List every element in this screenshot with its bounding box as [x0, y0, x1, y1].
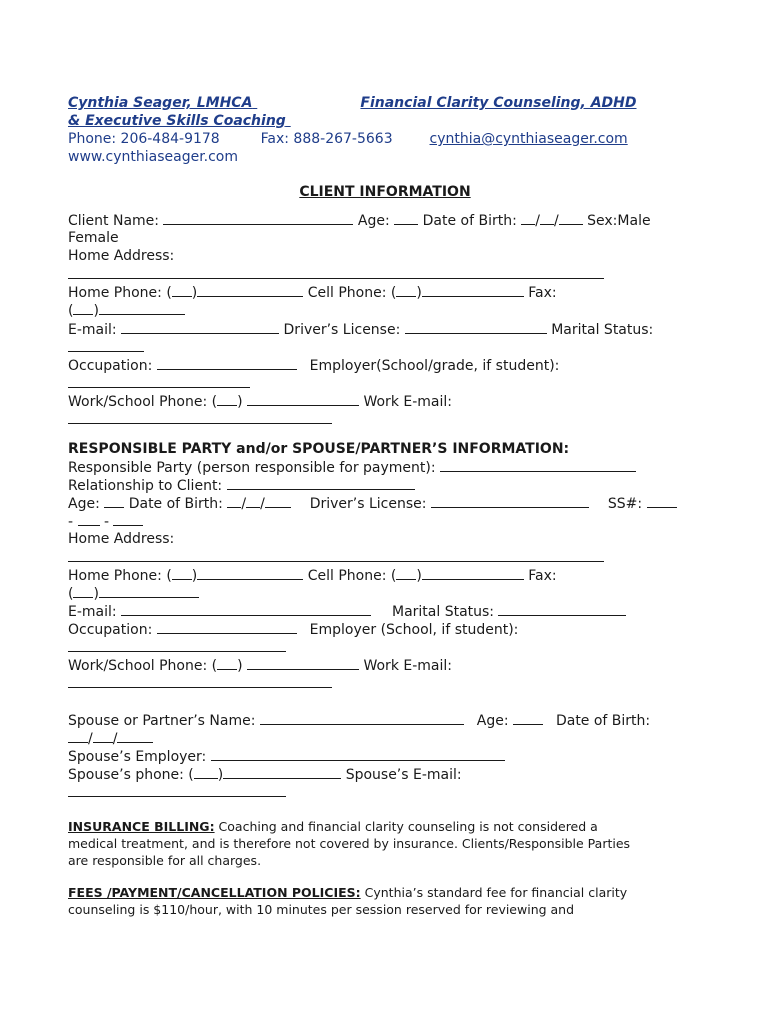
practice-name-line2: & Executive Skills Coaching	[68, 113, 286, 129]
fees-line-2: counseling is $110/hour, with 10 minutes per session reserved for reviewing and	[68, 902, 575, 917]
responsible-email-field[interactable]	[121, 602, 371, 616]
header-contact-line	[68, 130, 628, 148]
client-occupation-label: Occupation:	[68, 358, 153, 374]
client-email-label: E-mail:	[68, 322, 117, 338]
client-occupation-field[interactable]	[157, 356, 297, 370]
responsible-email-row	[68, 602, 626, 621]
spouse-dob-year[interactable]	[117, 729, 153, 743]
form-title: CLIENT INFORMATION	[299, 184, 471, 200]
spouse-area-field[interactable]	[194, 765, 218, 779]
client-cell-field[interactable]	[422, 283, 524, 297]
responsible-employer-field[interactable]	[68, 638, 286, 652]
client-marital-field[interactable]	[68, 338, 144, 352]
spouse-name-field[interactable]	[260, 711, 464, 725]
responsible-dob-month[interactable]	[227, 494, 241, 508]
responsible-work-phone-field[interactable]	[247, 656, 359, 670]
paren: )	[237, 658, 243, 674]
client-name-field[interactable]	[163, 211, 353, 225]
header-underline-gap	[252, 94, 360, 112]
client-cell-label: Cell Phone: (	[307, 285, 397, 301]
ss-label: SS#:	[607, 496, 643, 512]
client-work-email-field[interactable]	[68, 410, 332, 424]
responsible-phone-row	[68, 566, 557, 585]
dash: -	[68, 514, 74, 530]
paren: )	[191, 568, 198, 584]
client-home-phone-field[interactable]	[197, 283, 303, 297]
spouse-employer-label: Spouse’s Employer:	[68, 749, 207, 765]
client-address-field[interactable]	[68, 265, 604, 279]
client-occupation-row	[68, 356, 559, 375]
responsible-age-row	[68, 494, 677, 513]
provider-email-link[interactable]: cynthia@cynthiaseager.com	[429, 131, 628, 147]
paren: )	[93, 586, 99, 602]
header-underline-gap-2	[286, 112, 417, 130]
client-name-label: Client Name:	[68, 213, 159, 229]
spouse-phone-field[interactable]	[223, 765, 341, 779]
responsible-home-area-field[interactable]	[172, 566, 192, 580]
spouse-email-row	[68, 783, 286, 802]
paren: )	[416, 285, 422, 301]
responsible-home-phone-field[interactable]	[197, 566, 303, 580]
spouse-name-label: Spouse or Partner’s Name:	[68, 713, 256, 729]
responsible-fax-row	[68, 584, 199, 603]
client-fax-area-field[interactable]	[73, 301, 93, 315]
client-work-phone-row	[68, 392, 452, 411]
dob-sep: /	[535, 213, 540, 229]
responsible-age-label: Age:	[68, 496, 100, 512]
responsible-license-label: Driver’s License:	[309, 496, 427, 512]
ss-continuation-row	[68, 512, 143, 531]
client-cell-area-field[interactable]	[396, 283, 416, 297]
client-address-label: Home Address:	[68, 248, 175, 264]
client-license-field[interactable]	[405, 320, 547, 334]
responsible-dob-day[interactable]	[246, 494, 260, 508]
paren: )	[93, 303, 99, 319]
responsible-occupation-row	[68, 620, 518, 639]
practice-name-line1: Financial Clarity Counseling, ADHD	[360, 95, 637, 111]
client-email-row	[68, 320, 653, 339]
relationship-row	[68, 476, 415, 495]
spouse-employer-row	[68, 747, 505, 766]
responsible-cell-area-field[interactable]	[396, 566, 416, 580]
client-age-field[interactable]	[394, 211, 418, 225]
responsible-dob-year[interactable]	[265, 494, 291, 508]
responsible-work-phone-label: Work/School Phone: (	[68, 658, 218, 674]
client-address-row	[68, 265, 604, 284]
ss-part-1-field[interactable]	[647, 494, 677, 508]
paren: (	[68, 586, 74, 602]
female-option-label: Female	[68, 230, 119, 246]
paren: )	[416, 568, 422, 584]
client-work-area-field[interactable]	[217, 392, 237, 406]
responsible-age-field[interactable]	[104, 494, 124, 508]
client-work-email-row	[68, 410, 332, 429]
fees-heading: FEES /PAYMENT/CANCELLATION POLICIES:	[68, 885, 361, 900]
client-employer-row	[68, 374, 250, 393]
dob-sep: /	[241, 496, 247, 512]
client-email-field[interactable]	[121, 320, 279, 334]
client-dob-label: Date of Birth:	[422, 213, 517, 229]
client-fax-row	[68, 301, 185, 320]
responsible-marital-label: Marital Status:	[391, 604, 495, 620]
responsible-address-label: Home Address:	[68, 531, 175, 547]
responsible-work-phone-row	[68, 656, 452, 675]
dob-sep: /	[112, 731, 118, 747]
spouse-dob-row	[68, 729, 153, 748]
client-fax-field[interactable]	[99, 301, 185, 315]
client-marital-row	[68, 338, 144, 357]
client-license-label: Driver’s License:	[283, 322, 401, 338]
provider-name: Cynthia Seager, LMHCA	[68, 95, 253, 111]
responsible-party-label: Responsible Party (person responsible for payment):	[68, 460, 436, 476]
client-row-1b	[68, 229, 119, 247]
provider-phone: Phone: 206-484-9178	[68, 131, 220, 147]
insurance-heading: INSURANCE BILLING:	[68, 819, 215, 834]
insurance-text-1: Coaching and financial clarity counseling is not considered a	[214, 819, 598, 834]
provider-fax: Fax: 888-267-5663	[260, 131, 393, 147]
responsible-fax-label: Fax:	[528, 568, 557, 584]
responsible-employer-row	[68, 638, 286, 657]
responsible-work-email-label: Work E-mail:	[363, 658, 452, 674]
spouse-dob-label: Date of Birth:	[555, 713, 651, 729]
relationship-field[interactable]	[227, 476, 415, 490]
spouse-name-row	[68, 711, 650, 730]
spouse-phone-label: Spouse’s phone: (	[68, 767, 194, 783]
spouse-employer-field[interactable]	[211, 747, 505, 761]
paren: )	[217, 767, 224, 783]
client-employer-field[interactable]	[68, 374, 250, 388]
dash: -	[103, 514, 110, 530]
client-home-area-field[interactable]	[172, 283, 192, 297]
responsible-party-field[interactable]	[440, 458, 636, 472]
spouse-dob-month[interactable]	[68, 729, 88, 743]
responsible-work-area-field[interactable]	[217, 656, 237, 670]
paren: (	[68, 303, 74, 319]
client-employer-label: Employer(School/grade, if student):	[309, 358, 560, 374]
responsible-occupation-field[interactable]	[157, 620, 297, 634]
insurance-line-2: medical treatment, and is therefore not covered by insurance. Clients/Responsible Parties	[68, 836, 631, 851]
provider-website[interactable]: www.cynthiaseager.com	[68, 149, 239, 165]
ss-part-3-field[interactable]	[113, 512, 143, 526]
client-dob-day[interactable]	[540, 211, 554, 225]
responsible-work-email-field[interactable]	[68, 674, 332, 688]
responsible-address-row	[68, 548, 604, 567]
client-marital-label: Marital Status:	[551, 322, 654, 338]
spouse-email-field[interactable]	[68, 783, 286, 797]
responsible-occupation-label: Occupation:	[68, 622, 153, 638]
client-fax-label: Fax:	[528, 285, 557, 301]
client-dob-month[interactable]	[521, 211, 535, 225]
responsible-dob-label: Date of Birth:	[128, 496, 223, 512]
spouse-email-label: Spouse’s E-mail:	[345, 767, 462, 783]
client-row-1	[68, 211, 651, 230]
insurance-line-1	[68, 818, 598, 835]
header-line-1	[68, 94, 637, 112]
client-work-email-label: Work E-mail:	[363, 394, 452, 410]
male-option-label: Male	[617, 213, 651, 229]
responsible-license-field[interactable]	[431, 494, 589, 508]
responsible-heading: RESPONSIBLE PARTY and/or SPOUSE/PARTNER’S INFORMATION:	[68, 441, 570, 457]
responsible-email-label: E-mail:	[68, 604, 117, 620]
client-sex-label: Sex:	[587, 213, 618, 229]
responsible-marital-field[interactable]	[498, 602, 626, 616]
header-line-2	[68, 112, 417, 130]
client-home-phone-label: Home Phone: (	[68, 285, 172, 301]
responsible-fax-area-field[interactable]	[73, 584, 93, 598]
responsible-home-phone-label: Home Phone: (	[68, 568, 172, 584]
responsible-work-email-row	[68, 674, 332, 693]
responsible-fax-field[interactable]	[99, 584, 199, 598]
spouse-age-field[interactable]	[513, 711, 543, 725]
client-work-phone-label: Work/School Phone: (	[68, 394, 218, 410]
responsible-party-row	[68, 458, 636, 477]
fees-line-1	[68, 884, 627, 901]
responsible-address-field[interactable]	[68, 548, 604, 562]
responsible-cell-label: Cell Phone: (	[307, 568, 397, 584]
responsible-employer-label: Employer (School, if student):	[309, 622, 519, 638]
spouse-dob-day[interactable]	[93, 729, 113, 743]
client-dob-year[interactable]	[559, 211, 583, 225]
dob-sep: /	[553, 213, 559, 229]
spouse-age-label: Age:	[476, 713, 509, 729]
spouse-phone-row	[68, 765, 462, 784]
ss-part-2-field[interactable]	[78, 512, 100, 526]
relationship-label: Relationship to Client:	[68, 478, 223, 494]
fees-text-1: Cynthia’s standard fee for financial clarity	[360, 885, 628, 900]
client-work-phone-field[interactable]	[247, 392, 359, 406]
insurance-line-3: are responsible for all charges.	[68, 853, 262, 868]
paren: )	[237, 394, 243, 410]
client-age-label: Age:	[357, 213, 390, 229]
client-phone-row	[68, 283, 557, 302]
paren: )	[191, 285, 198, 301]
dob-sep: /	[88, 731, 93, 747]
dob-sep: /	[260, 496, 265, 512]
responsible-cell-field[interactable]	[422, 566, 524, 580]
